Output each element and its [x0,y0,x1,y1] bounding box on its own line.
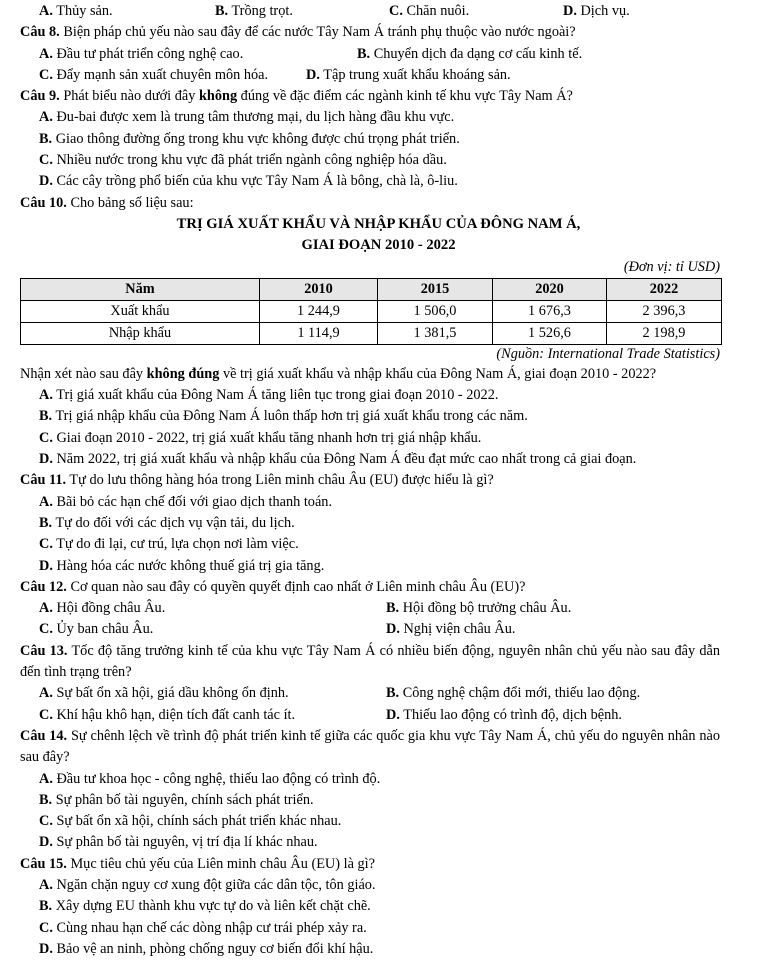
table-cell: Nhập khẩu [21,322,260,344]
q10-option-c: C. Giai đoạn 2010 - 2022, trị giá xuất khẩu tăng nhanh hơn trị giá nhập khẩu. [39,429,482,446]
q11-option-d: D. Hàng hóa các nước không thuế giá trị gia tăng. [39,557,325,574]
table-cell: Xuất khẩu [21,300,260,322]
q9-label: Câu 9. [20,88,60,105]
table-row [21,322,722,344]
q12-options-cd [0,619,757,640]
q7-option-b: B. Trồng trọt. [215,3,293,19]
q7-options [0,1,757,22]
q8-text: Biện pháp chủ yếu nào sau đây để các nước Tây Nam Á tránh phụ thuộc vào nước ngoài? [63,24,576,41]
q15-option-b: B. Xây dựng EU thành khu vực tự do và liên kết chặt chẽ. [39,898,371,915]
q13-option-b: B. Công nghệ chậm đổi mới, thiếu lao động. [386,685,641,702]
q15-label: Câu 15. [20,855,67,872]
q11-option-c: C. Tự do đi lại, cư trú, lựa chọn nơi làm việc. [39,536,299,553]
q9-option-d: D. Các cây trồng phổ biến của khu vực Tây Nam Á là bông, chà là, ô-liu. [39,173,458,190]
q9-option-c: C. Nhiều nước trong khu vực đã phát triển ngành công nghiệp hóa dầu. [39,152,447,169]
table-source: (Nguồn: International Trade Statistics) [496,345,720,362]
q14-option-a: A. Đầu tư khoa học - công nghệ, thiếu lao động có trình độ. [39,770,381,787]
q14-option-b: B. Sự phân bố tài nguyên, chính sách phát triển. [39,791,314,808]
table-cell: 1 244,9 [260,300,378,322]
q8-option-b: B. Chuyển dịch đa dạng cơ cấu kinh tế. [357,45,583,62]
table-header-cell: 2010 [260,278,378,300]
q11-option-b: B. Tự do đối với các dịch vụ vận tải, du lịch. [39,514,295,531]
q8-option-a: A. Đầu tư phát triển công nghệ cao. [39,45,244,62]
q13-option-a: A. Sự bất ổn xã hội, giá dầu không ổn định. [39,685,289,702]
q10-stem: Câu 10. Cho bảng số liệu sau: [20,194,194,211]
q15-option-c: C. Cùng nhau hạn chế các dòng nhập cư trái phép xảy ra. [39,919,367,936]
q13-option-c: C. Khí hậu khô hạn, diện tích đất canh tác ít. [39,706,296,723]
q10-question: Nhận xét nào sau đây không đúng về trị giá xuất khẩu và nhập khẩu của Đông Nam Á, giai đoạn 2010 - 2022? [20,365,657,382]
table-cell: 1 676,3 [493,300,607,322]
table-cell: 1 506,0 [378,300,493,322]
q8-label: Câu 8. [20,24,60,41]
q9-option-b: B. Giao thông đường ống trong khu vực không được chú trọng phát triển. [39,130,460,147]
table-cell: 1 114,9 [260,322,378,344]
q7-option-c: C. Chăn nuôi. [389,3,470,19]
q12-stem: Câu 12. Cơ quan nào sau đây có quyền quyết định cao nhất ở Liên minh châu Âu (EU)? [20,578,526,595]
table-header-cell: Năm [21,278,260,300]
q8-option-c: C. Đẩy mạnh sản xuất chuyên môn hóa. [39,66,269,83]
q8-option-d: D. Tập trung xuất khẩu khoáng sản. [306,66,511,83]
q12-option-d: D. Nghị viện châu Âu. [386,621,516,638]
q11-label: Câu 11. [20,472,67,489]
q15-option-d: D. Bảo vệ an ninh, phòng chống nguy cơ biến đổi khí hậu. [39,940,374,957]
table-unit: (Đơn vị: tỉ USD) [623,258,720,275]
q11-stem: Câu 11. Tự do lưu thông hàng hóa trong Liên minh châu Âu (EU) được hiểu là gì? [20,472,494,489]
exam-page [0,1,757,960]
table-title-line1: TRỊ GIÁ XUẤT KHẨU VÀ NHẬP KHẨU CỦA ĐÔNG NAM Á, [176,215,581,232]
q13-stem: Câu 13. Tốc độ tăng trưởng kinh tế của khu vực Tây Nam Á có nhiều biến động, nguyên nhân chủ yếu nào sau đây dẫn đến tình trạng trên? [20,642,720,681]
q12-options-ab [0,598,757,619]
data-table [20,278,722,345]
q13-options-ab [0,683,757,704]
q9-option-a: A. Đu-bai được xem là trung tâm thương mại, du lịch hàng đầu khu vực. [39,109,455,126]
q7-option-a: A. Thủy sản. [39,3,113,19]
q12-option-a: A. Hội đồng châu Âu. [39,600,166,617]
q13-option-d: D. Thiếu lao động có trình độ, dịch bệnh. [386,706,623,723]
q14-option-d: D. Sự phân bố tài nguyên, vị trí địa lí khác nhau. [39,834,318,851]
table-header-cell: 2022 [607,278,722,300]
table-header-row [21,278,722,300]
q14-label: Câu 14. [20,727,68,744]
table-cell: 2 396,3 [607,300,722,322]
q13-label: Câu 13. [20,642,68,659]
q15-stem: Câu 15. Mục tiêu chủ yếu của Liên minh châu Âu (EU) là gì? [20,855,375,872]
q11-option-a: A. Bãi bỏ các hạn chế đối với giao dịch thanh toán. [39,493,333,510]
table-header-cell: 2015 [378,278,493,300]
q15-option-a: A. Ngăn chặn nguy cơ xung đột giữa các dân tộc, tôn giáo. [39,876,376,893]
q12-label: Câu 12. [20,578,67,595]
table-title-line2: GIAI ĐOẠN 2010 - 2022 [301,237,456,254]
q8-options-ab [0,44,757,65]
q8-options-cd [0,65,757,86]
q7-option-d: D. Dịch vụ. [563,3,630,19]
table-cell: 2 198,9 [607,322,722,344]
q10-label: Câu 10. [20,194,67,211]
q9-stem: Câu 9. Phát biểu nào dưới đây không đúng về đặc điểm các ngành kinh tế khu vực Tây Nam Á? [20,88,573,105]
q10-option-d: D. Năm 2022, trị giá xuất khẩu và nhập khẩu của Đông Nam Á đều đạt mức cao nhất trong cả giai đoạn. [39,451,637,468]
q12-option-b: B. Hội đồng bộ trưởng châu Âu. [386,600,572,617]
q10-option-a: A. Trị giá xuất khẩu của Đông Nam Á tăng liên tục trong giai đoạn 2010 - 2022. [39,387,499,404]
table-header-cell: 2020 [493,278,607,300]
table-row [21,300,722,322]
q10-option-b: B. Trị giá nhập khẩu của Đông Nam Á luôn thấp hơn trị giá xuất khẩu trong các năm. [39,408,528,425]
table-cell: 1 381,5 [378,322,493,344]
q12-option-c: C. Ủy ban châu Âu. [39,621,154,638]
table-cell: 1 526,6 [493,322,607,344]
q8-stem [0,22,757,43]
q14-stem: Câu 14. Sự chênh lệch về trình độ phát triển kinh tế giữa các quốc gia khu vực Tây Nam Á, chủ yếu do nguyên nhân nào sau đây? [20,727,721,766]
q14-option-c: C. Sự bất ổn xã hội, chính sách phát triển khác nhau. [39,813,342,830]
q13-options-cd [0,705,757,726]
